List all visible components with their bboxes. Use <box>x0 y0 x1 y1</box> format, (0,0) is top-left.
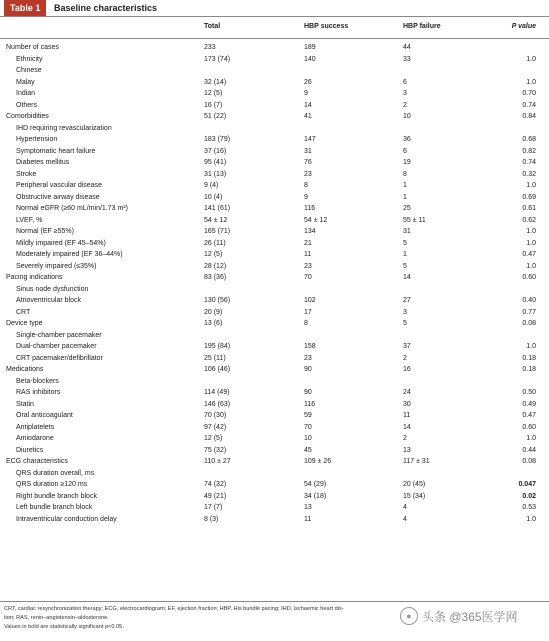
cell-p-value: 0.32 <box>522 170 536 178</box>
row-label: CRT pacemaker/defibrillator <box>16 354 103 362</box>
table-row <box>0 146 549 158</box>
table-row <box>0 330 549 342</box>
header-p-value: P value <box>511 23 536 30</box>
table-row <box>0 100 549 112</box>
cell-p-value: 1.0 <box>526 239 536 247</box>
cell-total: 8 (3) <box>204 515 219 523</box>
cell-p-value: 0.08 <box>522 320 536 327</box>
table-row <box>0 433 549 445</box>
cell-hbp-success: 158 <box>304 343 316 350</box>
row-label: Malay <box>16 78 35 86</box>
cell-hbp-failure: 6 <box>403 78 407 86</box>
cell-hbp-success: 54 ± 12 <box>304 216 328 224</box>
365-logo-icon: ● <box>400 607 418 625</box>
cell-total: 32 (14) <box>204 78 227 86</box>
cell-total: 54 ± 12 <box>204 216 228 224</box>
table-row <box>0 203 549 215</box>
cell-total: 16 (7) <box>204 101 223 109</box>
cell-total: 146 (63) <box>204 400 231 408</box>
watermark-text: 头条 @365医学网 <box>422 610 518 624</box>
row-label: Amiodarone <box>16 435 54 442</box>
table-row <box>0 249 549 261</box>
cell-total: 83 (36) <box>204 274 227 281</box>
cell-hbp-failure: 3 <box>403 308 407 316</box>
cell-hbp-failure: 13 <box>403 446 411 454</box>
cell-hbp-success: 23 <box>304 262 312 270</box>
row-label: Mildly impaired (EF 45–54%) <box>16 239 106 247</box>
cell-hbp-failure: 3 <box>403 90 407 97</box>
table-row <box>0 88 549 100</box>
cell-hbp-success: 31 <box>304 147 312 155</box>
table-row <box>0 468 549 480</box>
cell-hbp-failure: 1 <box>403 251 407 258</box>
row-label: Normal (EF ≥55%) <box>16 228 74 235</box>
table-row <box>0 261 549 273</box>
cell-hbp-failure: 11 <box>403 412 411 419</box>
cell-p-value: 0.69 <box>522 193 536 201</box>
cell-hbp-failure: 14 <box>403 423 411 431</box>
cell-hbp-success: 14 <box>304 101 312 109</box>
cell-hbp-failure: 19 <box>403 159 411 166</box>
cell-p-value: 0.77 <box>522 308 536 316</box>
cell-total: 26 (11) <box>204 239 226 247</box>
row-label: Single-chamber pacemaker <box>16 331 102 339</box>
cell-total: 165 (71) <box>204 228 231 235</box>
cell-p-value: 0.74 <box>522 159 536 166</box>
row-label: Oral anticoagulant <box>16 412 73 419</box>
row-label: Obstructive airway disease <box>16 193 100 201</box>
cell-total: 195 (84) <box>204 343 231 350</box>
table-title-bar <box>0 0 549 17</box>
cell-hbp-failure: 30 <box>403 400 411 408</box>
cell-p-value: 0.74 <box>522 101 536 109</box>
table-row <box>0 134 549 146</box>
row-label: Stroke <box>16 170 37 178</box>
cell-hbp-failure: 117 ± 31 <box>403 458 430 465</box>
table-row <box>0 65 549 77</box>
cell-total: 49 (21) <box>204 492 227 500</box>
cell-hbp-success: 70 <box>304 423 312 431</box>
cell-hbp-failure: 55 ± 11 <box>403 216 426 224</box>
cell-total: 13 (6) <box>204 320 223 327</box>
row-label: Sinus node dysfunction <box>16 285 89 293</box>
table-body <box>0 42 549 525</box>
row-label: ECG characteristics <box>6 458 68 465</box>
cell-p-value: 0.61 <box>522 205 536 212</box>
table-row <box>0 318 549 330</box>
cell-total: 74 (32) <box>204 481 227 488</box>
cell-hbp-success: 90 <box>304 389 312 396</box>
cell-p-value: 0.50 <box>522 389 536 396</box>
row-label: Hypertension <box>16 136 58 143</box>
cell-total: 9 (4) <box>204 182 219 189</box>
table-row <box>0 353 549 365</box>
table-row <box>0 169 549 181</box>
cell-total: 130 (56) <box>204 297 231 304</box>
cell-hbp-success: 17 <box>304 308 312 316</box>
cell-total: 114 (49) <box>204 389 230 396</box>
cell-p-value: 0.60 <box>522 274 536 281</box>
cell-total: 37 (16) <box>204 147 227 155</box>
cell-p-value: 1.0 <box>526 343 536 350</box>
table-row <box>0 456 549 468</box>
table-row <box>0 376 549 388</box>
table-row <box>0 284 549 296</box>
cell-hbp-success: 70 <box>304 274 312 281</box>
row-label: IHD requiring revascularization <box>16 124 112 132</box>
watermark <box>386 606 546 626</box>
row-label: Intraventricular conduction delay <box>16 515 117 523</box>
row-label: CRT <box>16 308 31 316</box>
cell-total: 233 <box>204 44 216 51</box>
table-row <box>0 364 549 376</box>
cell-p-value: 0.047 <box>518 481 536 488</box>
cell-hbp-failure: 14 <box>403 274 411 281</box>
row-label: Comorbidities <box>6 113 49 120</box>
row-label: Others <box>16 101 38 109</box>
cell-hbp-failure: 1 <box>403 182 407 189</box>
cell-hbp-failure: 4 <box>403 515 407 523</box>
cell-p-value: 0.47 <box>522 412 536 419</box>
table-row <box>0 192 549 204</box>
table-header-row <box>0 16 549 39</box>
row-label: Left bundle branch block <box>16 504 93 511</box>
table-row <box>0 226 549 238</box>
cell-total: 173 (74) <box>204 55 231 63</box>
cell-total: 28 (12) <box>204 262 227 270</box>
cell-hbp-success: 26 <box>304 78 312 86</box>
cell-hbp-success: 140 <box>304 55 316 63</box>
cell-hbp-success: 9 <box>304 193 308 201</box>
cell-hbp-failure: 10 <box>403 113 411 120</box>
cell-total: 75 (32) <box>204 446 227 454</box>
cell-total: 17 (7) <box>204 504 223 511</box>
cell-hbp-success: 102 <box>304 297 316 304</box>
cell-total: 106 (46) <box>204 366 231 373</box>
cell-hbp-failure: 4 <box>403 504 407 511</box>
cell-hbp-failure: 24 <box>403 389 411 396</box>
cell-hbp-failure: 16 <box>403 366 411 373</box>
cell-total: 141 (61) <box>204 205 231 212</box>
cell-total: 25 (11) <box>204 354 226 362</box>
cell-p-value: 1.0 <box>526 228 536 235</box>
row-label: QRS duration overall, ms <box>16 469 95 477</box>
table-title: Baseline characteristics <box>54 3 158 13</box>
cell-hbp-failure: 5 <box>403 239 407 247</box>
cell-hbp-success: 45 <box>304 446 312 454</box>
footnote-line: CRT, cardiac resynchronization therapy; ECG, electrocardiogram; EF, ejection fraction; HBP, His bundle pacing; IHD, ischaemic heart dis- <box>4 606 344 612</box>
cell-p-value: 0.47 <box>522 251 536 258</box>
cell-total: 70 (30) <box>204 412 227 419</box>
row-label: Beta-blockers <box>16 377 59 385</box>
cell-hbp-failure: 25 <box>403 205 411 212</box>
table-row <box>0 111 549 123</box>
table-number: Table 1 <box>4 0 46 16</box>
cell-total: 97 (42) <box>204 423 227 431</box>
cell-hbp-success: 8 <box>304 182 308 189</box>
row-label: Chinese <box>16 67 42 74</box>
row-label: Diuretics <box>16 446 44 454</box>
cell-hbp-failure: 5 <box>403 320 407 327</box>
cell-p-value: 1.0 <box>526 55 536 63</box>
cell-hbp-success: 8 <box>304 320 308 327</box>
table-row <box>0 445 549 457</box>
row-label: Statin <box>16 400 34 408</box>
cell-hbp-success: 10 <box>304 435 312 442</box>
cell-total: 12 (5) <box>204 251 223 258</box>
cell-p-value: 0.84 <box>522 113 536 120</box>
table-row <box>0 341 549 353</box>
cell-hbp-success: 76 <box>304 159 312 166</box>
table-row <box>0 157 549 169</box>
table-row <box>0 479 549 491</box>
cell-hbp-failure: 6 <box>403 147 407 155</box>
cell-hbp-success: 41 <box>304 113 312 120</box>
cell-hbp-success: 13 <box>304 504 312 511</box>
cell-hbp-success: 109 ± 26 <box>304 458 332 465</box>
cell-hbp-success: 116 <box>304 205 316 212</box>
table-row <box>0 215 549 227</box>
header-hbp-failure: HBP failure <box>403 23 441 30</box>
row-label: Moderately impaired (EF 36–44%) <box>16 251 123 258</box>
cell-p-value: 0.60 <box>522 423 536 431</box>
table-row <box>0 123 549 135</box>
row-label: Atrioventricular block <box>16 297 81 304</box>
table-row <box>0 272 549 284</box>
cell-hbp-success: 23 <box>304 354 312 362</box>
table-row <box>0 307 549 319</box>
cell-total: 51 (22) <box>204 113 227 120</box>
table-row <box>0 422 549 434</box>
cell-p-value: 0.44 <box>522 446 536 454</box>
cell-hbp-failure: 37 <box>403 343 411 350</box>
cell-p-value: 0.40 <box>522 297 536 304</box>
row-label: Indian <box>16 90 36 97</box>
table-footnote <box>4 605 434 631</box>
table-row <box>0 42 549 54</box>
cell-total: 183 (79) <box>204 136 231 143</box>
cell-p-value: 0.82 <box>522 147 536 155</box>
cell-hbp-failure: 15 (34) <box>403 492 426 500</box>
cell-p-value: 0.18 <box>522 354 536 362</box>
table-row <box>0 514 549 526</box>
cell-hbp-success: 11 <box>304 515 312 523</box>
row-label: Symptomatic heart failure <box>16 147 96 155</box>
cell-p-value: 0.53 <box>522 504 536 511</box>
table-row <box>0 295 549 307</box>
cell-total: 95 (41) <box>204 159 227 166</box>
table-row <box>0 399 549 411</box>
table-row <box>0 491 549 503</box>
cell-p-value: 0.02 <box>522 492 536 500</box>
cell-hbp-failure: 2 <box>403 435 407 442</box>
cell-hbp-failure: 31 <box>403 228 411 235</box>
cell-hbp-failure: 20 (45) <box>403 481 426 488</box>
cell-total: 10 (4) <box>204 193 223 201</box>
header-hbp-success: HBP success <box>304 23 349 30</box>
cell-hbp-success: 147 <box>304 136 316 143</box>
cell-p-value: 0.70 <box>522 90 536 97</box>
cell-hbp-success: 11 <box>304 251 312 258</box>
row-label: QRS duration ≥120 ms <box>16 481 88 488</box>
table-row <box>0 387 549 399</box>
cell-total: 20 (9) <box>204 308 223 316</box>
footnote-divider <box>0 601 549 602</box>
table-row <box>0 502 549 514</box>
row-label: Antiplatelets <box>16 423 55 431</box>
table-row <box>0 238 549 250</box>
cell-hbp-success: 23 <box>304 170 312 178</box>
cell-hbp-success: 116 <box>304 400 316 408</box>
row-label: Pacing indications <box>6 274 63 281</box>
table-row <box>0 180 549 192</box>
cell-total: 12 (5) <box>204 435 223 442</box>
header-total: Total <box>204 23 221 30</box>
cell-total: 31 (13) <box>204 170 227 178</box>
cell-hbp-failure: 1 <box>403 193 407 201</box>
row-label: Number of cases <box>6 44 59 51</box>
cell-p-value: 0.49 <box>522 400 536 408</box>
cell-p-value: 0.68 <box>522 136 536 143</box>
row-label: LVEF, % <box>16 216 43 224</box>
cell-hbp-failure: 44 <box>403 44 411 51</box>
cell-hbp-success: 34 (18) <box>304 492 327 500</box>
cell-p-value: 1.0 <box>526 78 536 86</box>
cell-total: 110 ± 27 <box>204 458 231 465</box>
cell-hbp-failure: 2 <box>403 101 407 109</box>
cell-hbp-success: 9 <box>304 90 308 97</box>
cell-hbp-success: 21 <box>304 239 312 247</box>
row-label: Diabetes mellitus <box>16 159 70 166</box>
cell-hbp-success: 54 (29) <box>304 481 327 488</box>
row-label: Dual-chamber pacemaker <box>16 343 97 350</box>
cell-hbp-success: 134 <box>304 228 316 235</box>
cell-hbp-failure: 27 <box>403 297 411 304</box>
cell-hbp-failure: 33 <box>403 55 411 63</box>
table-row <box>0 77 549 89</box>
cell-p-value: 0.62 <box>522 216 536 224</box>
cell-hbp-success: 90 <box>304 366 312 373</box>
cell-p-value: 1.0 <box>526 182 536 189</box>
cell-hbp-failure: 5 <box>403 262 407 270</box>
cell-p-value: 1.0 <box>526 262 536 270</box>
cell-p-value: 0.08 <box>522 458 536 465</box>
row-label: Right bundle branch block <box>16 492 97 500</box>
row-label: RAS inhibitors <box>16 389 61 396</box>
table-row <box>0 410 549 422</box>
cell-hbp-failure: 8 <box>403 170 407 178</box>
cell-p-value: 0.18 <box>522 366 536 373</box>
cell-hbp-success: 59 <box>304 412 312 419</box>
row-label: Device type <box>6 320 43 327</box>
cell-hbp-failure: 2 <box>403 354 407 362</box>
table-row <box>0 54 549 66</box>
row-label: Peripheral vascular disease <box>16 182 102 189</box>
row-label: Normal eGFR (≥60 mL/min/1.73 m²) <box>16 205 128 212</box>
cell-p-value: 1.0 <box>526 435 536 442</box>
row-label: Severely impaired (≤35%) <box>16 262 97 270</box>
footnote-line: tion; RAS, renin–angiotensin–aldosterone. <box>4 614 109 621</box>
cell-p-value: 1.0 <box>526 515 536 523</box>
row-label: Medications <box>6 366 44 373</box>
row-label: Ethnicity <box>16 55 43 63</box>
cell-total: 12 (5) <box>204 90 223 97</box>
footnote-line: Values in bold are statistically significant p<0.05. <box>4 623 124 630</box>
cell-hbp-success: 189 <box>304 44 316 51</box>
cell-hbp-failure: 36 <box>403 136 411 143</box>
